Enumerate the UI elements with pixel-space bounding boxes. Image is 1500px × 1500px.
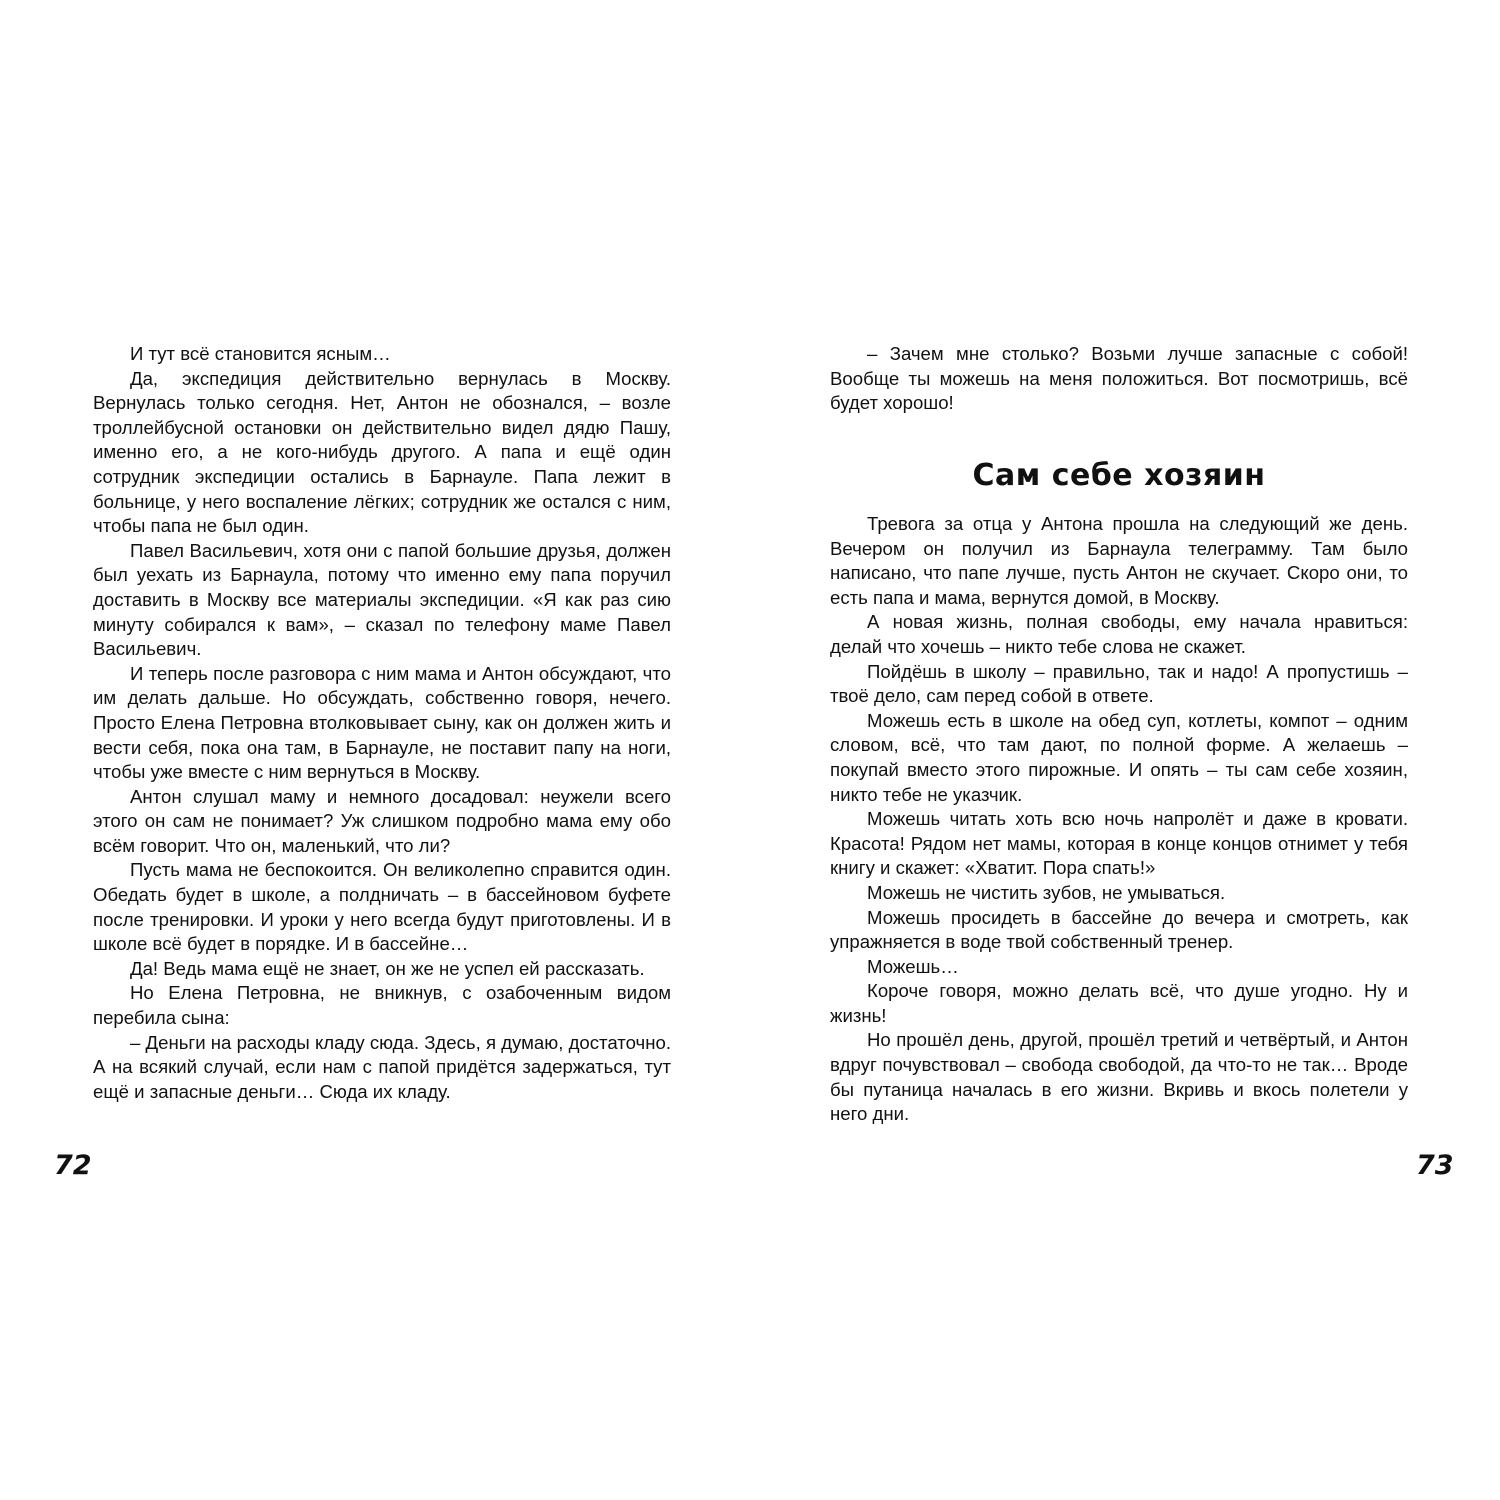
page-number: 72 <box>54 1150 92 1181</box>
right-page-top-text <box>830 342 1408 416</box>
left-page-text <box>93 342 671 1104</box>
paragraph: Антон слушал маму и немного досадовал: неужели всего этого он сам не понимает? Уж слишком подробно мама ему обо всём говорит. Что он, маленький, что ли? <box>93 785 671 856</box>
right-page-chapter-text <box>830 512 1408 1127</box>
paragraph: Пусть мама не беспокоится. Он великолепно справится один. Обедать будет в школе, а полдничать – в бассейновом буфете после тренировки. И уроки у него всегда будут приготовлены. И в школе всё будет в порядке. И в бассейне… <box>93 859 671 955</box>
paragraph: Да! Ведь мама ещё не знает, он же не успел ей рассказать. <box>130 957 645 979</box>
paragraph: Можешь читать хоть всю ночь напролёт и даже в кровати. Красота! Рядом нет мамы, которая в конце концов отнимет у тебя книгу и скажет: «Хватит. Пора спать!» <box>830 808 1408 879</box>
paragraph: Можешь есть в школе на обед суп, котлеты, компот – одним словом, всё, что там дают, по полной форме. А желаешь – покупай вместо этого пирожные. И опять – ты сам себе хозяин, никто тебе не указчик. <box>830 709 1408 805</box>
paragraph: Да, экспедиция действительно вернулась в Москву. Вернулась только сегодня. Нет, Антон не обознался, – возле троллейбусной остановки он действительно видел дядю Пашу, именно его, а не кого-нибудь другого. А папа и ещё один сотрудник экспедиции остались в Барнауле. Папа лежит в больнице, у него воспаление лёгких; сотрудник же остался с ним, чтобы папа не был один. <box>93 367 671 537</box>
paragraph: Короче говоря, можно делать всё, что душе угодно. Ну и жизнь! <box>830 980 1408 1026</box>
paragraph: Можешь не чистить зубов, не умываться. <box>867 881 1226 903</box>
paragraph: – Зачем мне столько? Возьми лучше запасные с собой! Вообще ты можешь на меня положиться. Вот посмотришь, всё будет хорошо! <box>830 343 1408 414</box>
paragraph: Можешь… <box>867 955 959 977</box>
paragraph: И теперь после разговора с ним мама и Антон обсуждают, что им делать дальше. Но обсуждать, собственно говоря, нечего. Просто Елена Петровна втолковывает сыну, как он должен жить и вести себя, пока она там, в Барнауле, не поставит папу на ноги, чтобы уже вместе с ним вернуться в Москву. <box>93 662 671 783</box>
paragraph: А новая жизнь, полная свободы, ему начала нравиться: делай что хочешь – никто тебе слова не скажет. <box>830 611 1408 657</box>
paragraph: И тут всё становится ясным… <box>130 343 391 364</box>
chapter-title: Сам себе хозяин <box>972 458 1266 493</box>
paragraph: Можешь просидеть в бассейне до вечера и смотреть, как упражняется в воде твой собственный тренер. <box>830 906 1408 953</box>
paragraph: Но прошёл день, другой, прошёл третий и четвёртый, и Антон вдруг почувствовал – свобода свободой, да что-то не так… Вроде бы путаница началась в его жизни. Вкривь и вкось полетели у него дни. <box>830 1029 1408 1125</box>
paragraph: Тревога за отца у Антона прошла на следующий же день. Вечером он получил из Барнаула телеграмму. Там было написано, что папе лучше, пусть Антон не скучает. Скоро они, то есть папа и мама, вернутся домой, в Москву. <box>830 513 1408 608</box>
right-page <box>750 0 1500 1500</box>
paragraph: Но Елена Петровна, не вникнув, с озабоченным видом перебила сына: <box>93 982 671 1029</box>
paragraph: Пойдёшь в школу – правильно, так и надо! А пропустишь – твоё дело, сам перед собой в ответе. <box>830 660 1408 707</box>
paragraph: Павел Васильевич, хотя они с папой большие друзья, должен был уехать из Барнаула, потому что именно ему папа поручил доставить в Москву все материалы экспедиции. «Я как раз сию минуту собирался к вам», – сказал по телефону маме Павел Васильевич. <box>93 539 671 660</box>
page-number: 73 <box>1416 1150 1454 1181</box>
paragraph: – Деньги на расходы кладу сюда. Здесь, я думаю, достаточно. А на всякий случай, если нам с папой придётся задержаться, тут ещё и запасные деньги… Сюда их кладу. <box>93 1031 671 1102</box>
